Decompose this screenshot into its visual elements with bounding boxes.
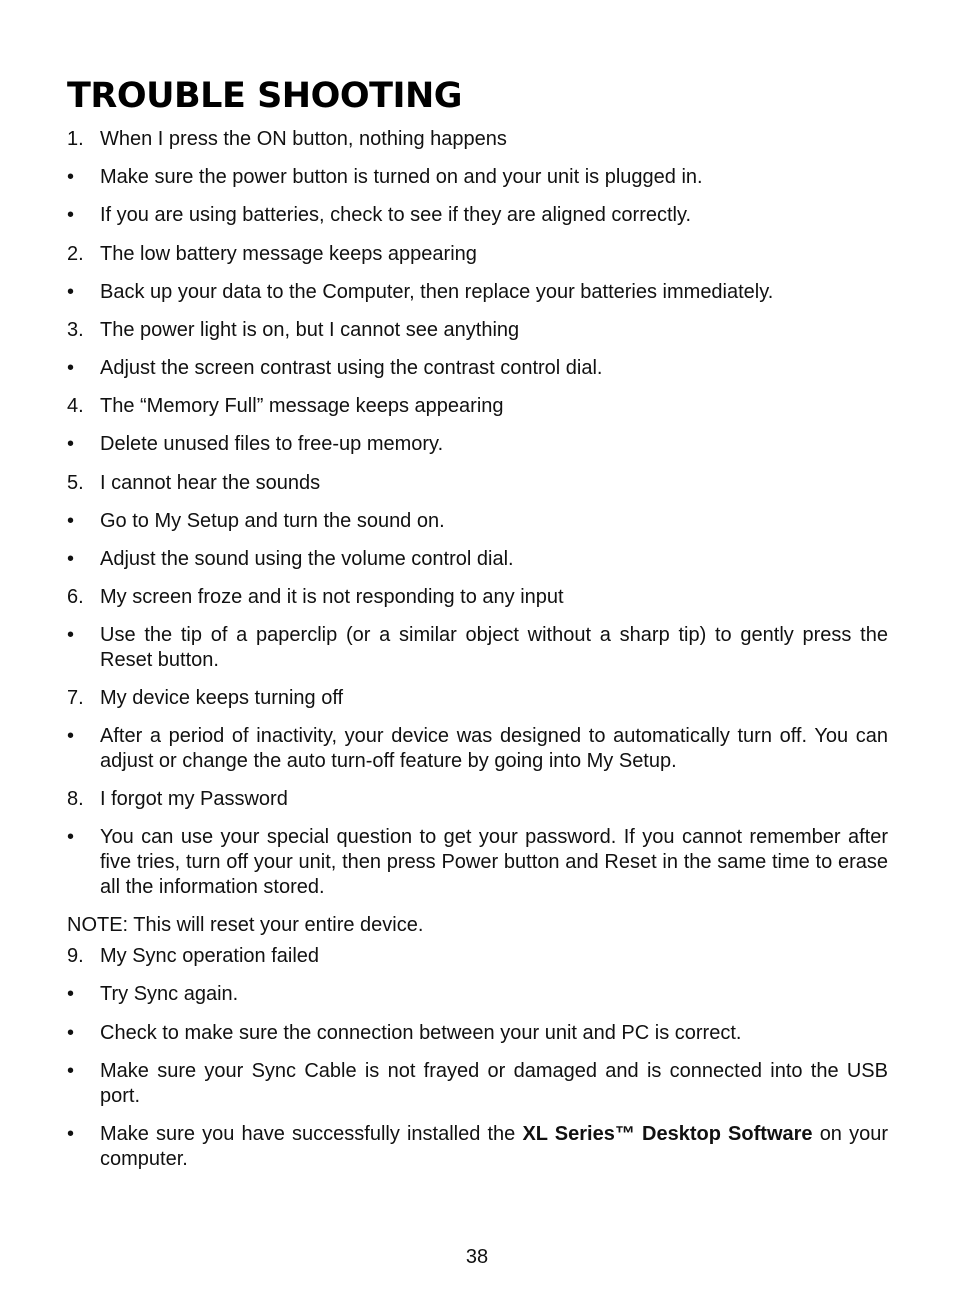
answer-text: Check to make sure the connection between your unit and PC is correct. <box>100 1022 742 1044</box>
list-number: 1. <box>67 128 84 150</box>
answer-item <box>67 280 888 305</box>
bullet-icon: • <box>67 624 75 646</box>
question-text: The “Memory Full” message keeps appearing <box>100 395 504 417</box>
answer-item <box>67 203 888 228</box>
bullet-icon: • <box>67 166 75 188</box>
page-title: TROUBLE SHOOTING <box>67 76 462 116</box>
question-9 <box>67 944 888 969</box>
bullet-icon: • <box>67 1022 75 1044</box>
list-number: 4. <box>67 395 84 417</box>
answer-item <box>67 724 888 774</box>
list-number: 6. <box>67 586 84 608</box>
question-6 <box>67 585 888 610</box>
answer-item <box>67 1122 888 1172</box>
answer-item <box>67 623 888 673</box>
bullet-icon: • <box>67 510 75 532</box>
bullet-icon: • <box>67 357 75 379</box>
answer-text <box>100 1122 888 1172</box>
software-name: XL Series™ Desktop Software <box>522 1123 813 1145</box>
question-text: When I press the ON button, nothing happens <box>100 128 507 150</box>
answer-text: Back up your data to the Computer, then replace your batteries immediately. <box>100 281 774 303</box>
question-8 <box>67 787 888 812</box>
question-text: The power light is on, but I cannot see anything <box>100 319 520 341</box>
list-number: 2. <box>67 243 84 265</box>
answer-item <box>67 825 888 900</box>
answer-text: Try Sync again. <box>100 983 239 1005</box>
question-text: My screen froze and it is not responding to any input <box>100 586 564 608</box>
bullet-icon: • <box>67 1123 75 1145</box>
answer-text: You can use your special question to get your password. If you cannot remember after five tries, turn off your unit, then press Power button and Reset in the same time to erase all the information stored. <box>100 826 888 898</box>
question-text: The low battery message keeps appearing <box>100 243 477 265</box>
answer-item <box>67 547 888 572</box>
bullet-icon: • <box>67 983 75 1005</box>
question-text: I forgot my Password <box>100 788 288 810</box>
question-text: My device keeps turning off <box>100 687 344 709</box>
question-7 <box>67 686 888 711</box>
answer-text: Go to My Setup and turn the sound on. <box>100 510 445 532</box>
bullet-icon: • <box>67 548 75 570</box>
question-text: I cannot hear the sounds <box>100 472 321 494</box>
question-text: My Sync operation failed <box>100 945 320 967</box>
answer-text: Adjust the screen contrast using the contrast control dial. <box>100 357 603 379</box>
answer-item <box>67 982 888 1007</box>
question-4 <box>67 394 888 419</box>
list-number: 9. <box>67 945 84 967</box>
question-1 <box>67 127 888 152</box>
note-text: NOTE: This will reset your entire device. <box>67 914 424 936</box>
question-3 <box>67 318 888 343</box>
page-number: 38 <box>465 1246 489 1268</box>
answer-text: Make sure the power button is turned on and your unit is plugged in. <box>100 166 703 188</box>
answer-item <box>67 165 888 190</box>
question-5 <box>67 471 888 496</box>
question-2 <box>67 242 888 267</box>
answer-text-end: on your computer. <box>100 1123 888 1170</box>
answer-text: If you are using batteries, check to see if they are aligned correctly. <box>100 204 692 226</box>
answer-item <box>67 1059 888 1109</box>
answer-item <box>67 356 888 381</box>
list-number: 7. <box>67 687 84 709</box>
bullet-icon: • <box>67 281 75 303</box>
list-number: 3. <box>67 319 84 341</box>
bullet-icon: • <box>67 204 75 226</box>
answer-text-start: Make sure you have successfully installed the <box>100 1123 516 1145</box>
list-number: 8. <box>67 788 84 810</box>
bullet-icon: • <box>67 725 75 747</box>
answer-text: Use the tip of a paperclip (or a similar object without a sharp tip) to gently press the Reset button. <box>100 624 888 671</box>
answer-text: After a period of inactivity, your device was designed to automatically turn off. You can adjust or change the auto turn-off feature by going into My Setup. <box>100 725 888 772</box>
bullet-icon: • <box>67 826 75 848</box>
list-number: 5. <box>67 472 84 494</box>
answer-text: Make sure your Sync Cable is not frayed or damaged and is connected into the USB port. <box>100 1060 888 1107</box>
answer-text: Delete unused files to free-up memory. <box>100 433 444 455</box>
answer-text: Adjust the sound using the volume control dial. <box>100 548 514 570</box>
answer-item <box>67 509 888 534</box>
bullet-icon: • <box>67 433 75 455</box>
answer-item <box>67 432 888 457</box>
bullet-icon: • <box>67 1060 75 1082</box>
answer-item <box>67 1021 888 1046</box>
